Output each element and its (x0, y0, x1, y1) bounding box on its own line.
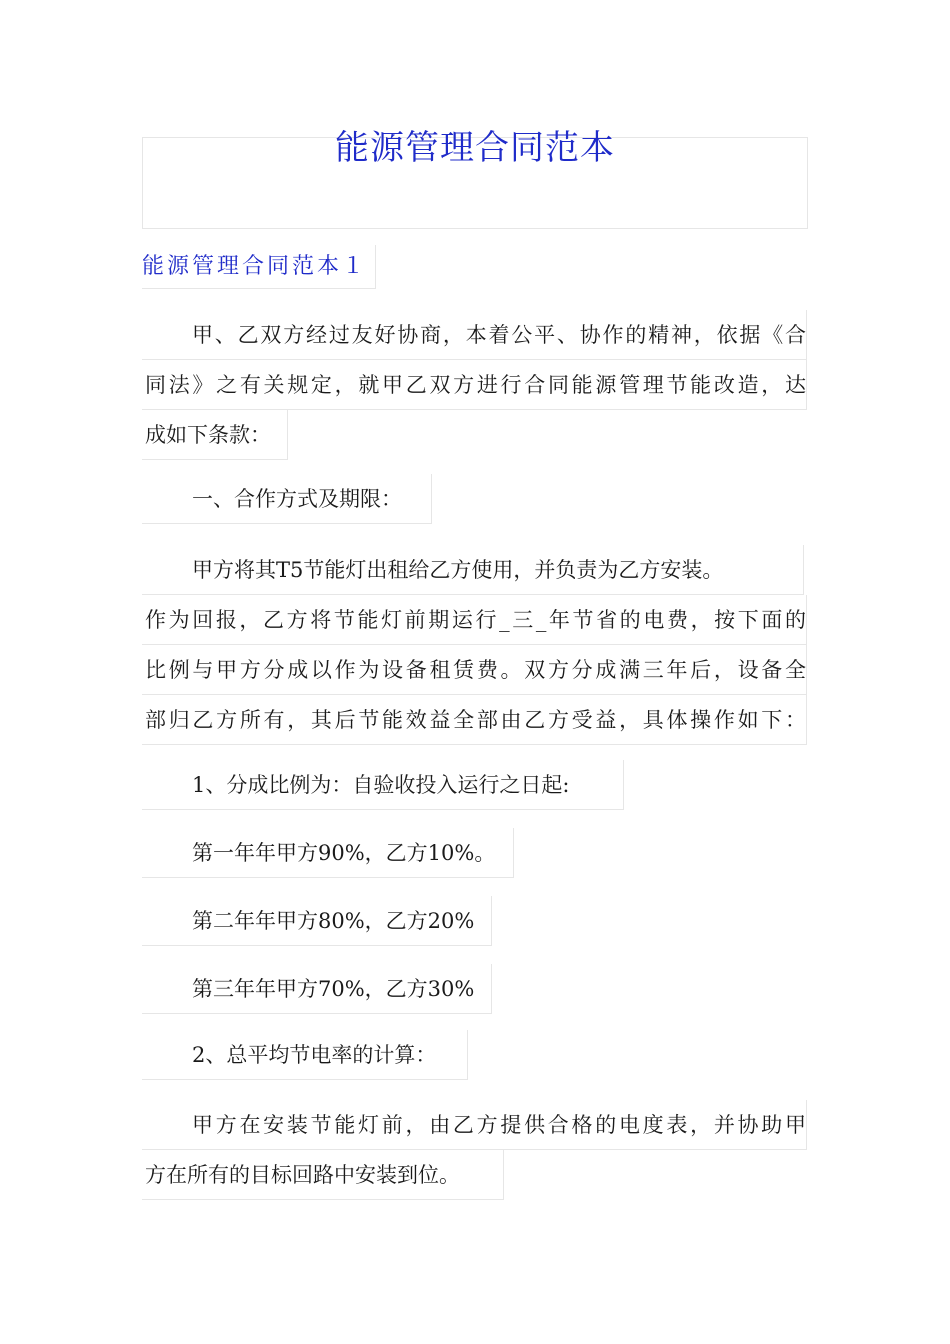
ratio-year-2: 第二年年甲方80%，乙方20% (142, 896, 492, 946)
ratio-heading: 1、分成比例为：自验收投入运行之日起: (142, 760, 624, 810)
paragraph-3-line-2: 方在所有的目标回路中安装到位。 (142, 1150, 504, 1200)
paragraph-1-line-2: 同法》之有关规定，就甲乙双方进行合同能源管理节能改造，达 (142, 360, 807, 410)
ratio-year-1: 第一年年甲方90%，乙方10%。 (142, 828, 514, 878)
document-title: 能源管理合同范本 (335, 128, 615, 168)
section-heading: 能源管理合同范本１ (142, 245, 376, 289)
paragraph-1-line-1: 甲、乙双方经过友好协商，本着公平、协作的精神，依据《合 (142, 310, 807, 360)
ratio-year-3: 第三年年甲方70%，乙方30% (142, 964, 492, 1014)
paragraph-2-line-3: 比例与甲方分成以作为设备租赁费。双方分成满三年后，设备全 (142, 645, 807, 695)
savings-heading: 2、总平均节电率的计算： (142, 1030, 468, 1080)
clause-heading-1: 一、合作方式及期限： (142, 474, 432, 524)
paragraph-2-line-1: 甲方将其T5节能灯出租给乙方使用，并负责为乙方安装。 (142, 545, 804, 595)
paragraph-2-line-2: 作为回报，乙方将节能灯前期运行_三_年节省的电费，按下面的 (142, 595, 807, 645)
paragraph-2-line-4: 部归乙方所有，其后节能效益全部由乙方受益，具体操作如下： (142, 695, 807, 745)
paragraph-3-line-1: 甲方在安装节能灯前，由乙方提供合格的电度表，并协助甲 (142, 1100, 807, 1150)
paragraph-1-line-3: 成如下条款： (142, 410, 288, 460)
